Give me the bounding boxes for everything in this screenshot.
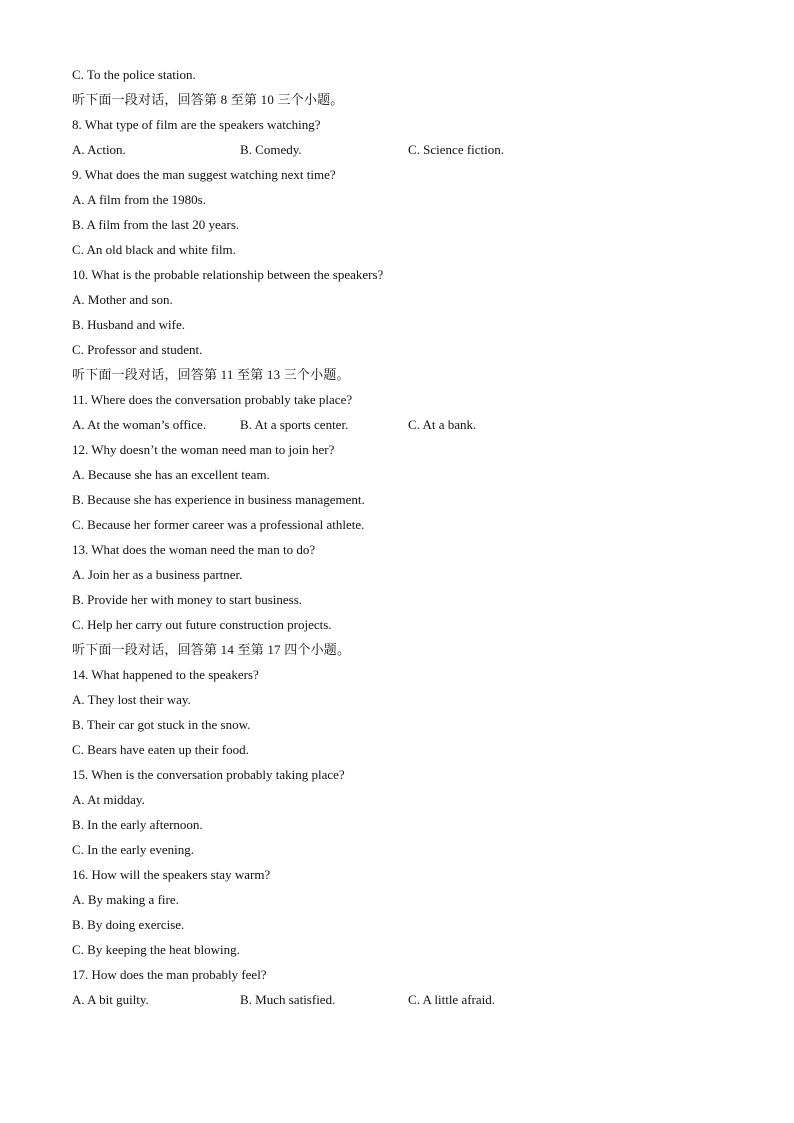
answer-option: C. Bears have eaten up their food.	[72, 742, 249, 757]
answer-option: C. To the police station.	[72, 67, 196, 82]
question-text: 17. How does the man probably feel?	[72, 967, 267, 982]
option-row	[72, 137, 732, 162]
answer-option: C. An old black and white film.	[72, 242, 236, 257]
answer-option: C. Because her former career was a professional athlete.	[72, 517, 365, 532]
question-text: 8. What type of film are the speakers watching?	[72, 117, 321, 132]
section-instruction: 听下面一段对话，回答第 14 至第 17 四个小题。	[72, 642, 351, 657]
question-text: 16. How will the speakers stay warm?	[72, 867, 271, 882]
section-instruction: 听下面一段对话，回答第 11 至第 13 三个小题。	[72, 367, 350, 382]
answer-option: C. By keeping the heat blowing.	[72, 942, 240, 957]
answer-option: B. Much satisfied.	[240, 992, 336, 1007]
answer-option: A. Join her as a business partner.	[72, 567, 243, 582]
answer-option: B. In the early afternoon.	[72, 817, 203, 832]
exam-page	[72, 62, 732, 1012]
question-text: 13. What does the woman need the man to do?	[72, 542, 316, 557]
question-text: 14. What happened to the speakers?	[72, 667, 259, 682]
answer-option: B. Husband and wife.	[72, 317, 186, 332]
answer-option: A. Action.	[72, 142, 126, 157]
answer-option: B. A film from the last 20 years.	[72, 217, 240, 232]
answer-option: C. Science fiction.	[408, 142, 505, 157]
answer-option: C. Professor and student.	[72, 342, 203, 357]
question-text: 15. When is the conversation probably taking place?	[72, 767, 345, 782]
answer-option: B. Comedy.	[240, 142, 302, 157]
answer-option: A. A bit guilty.	[72, 992, 149, 1007]
question-text: 10. What is the probable relationship between the speakers?	[72, 267, 384, 282]
question-text: 9. What does the man suggest watching next time?	[72, 167, 336, 182]
answer-option: C. At a bank.	[408, 417, 477, 432]
answer-option: A. At midday.	[72, 792, 145, 807]
answer-option: A. At the woman’s office.	[72, 417, 207, 432]
answer-option: A. They lost their way.	[72, 692, 191, 707]
answer-option: A. A film from the 1980s.	[72, 192, 206, 207]
question-text: 12. Why doesn’t the woman need man to join her?	[72, 442, 335, 457]
answer-option: A. Because she has an excellent team.	[72, 467, 270, 482]
question-text: 11. Where does the conversation probably take place?	[72, 392, 353, 407]
answer-option: C. In the early evening.	[72, 842, 195, 857]
option-row	[72, 412, 732, 437]
answer-option: B. Provide her with money to start business.	[72, 592, 303, 607]
answer-option: B. Their car got stuck in the snow.	[72, 717, 251, 732]
answer-option: C. A little afraid.	[408, 992, 496, 1007]
section-instruction: 听下面一段对话，回答第 8 至第 10 三个小题。	[72, 92, 344, 107]
answer-option: B. By doing exercise.	[72, 917, 185, 932]
option-row	[72, 987, 732, 1012]
answer-option: A. By making a fire.	[72, 892, 179, 907]
answer-option: B. At a sports center.	[240, 417, 349, 432]
answer-option: C. Help her carry out future construction projects.	[72, 617, 332, 632]
answer-option: B. Because she has experience in business management.	[72, 492, 365, 507]
answer-option: A. Mother and son.	[72, 292, 173, 307]
